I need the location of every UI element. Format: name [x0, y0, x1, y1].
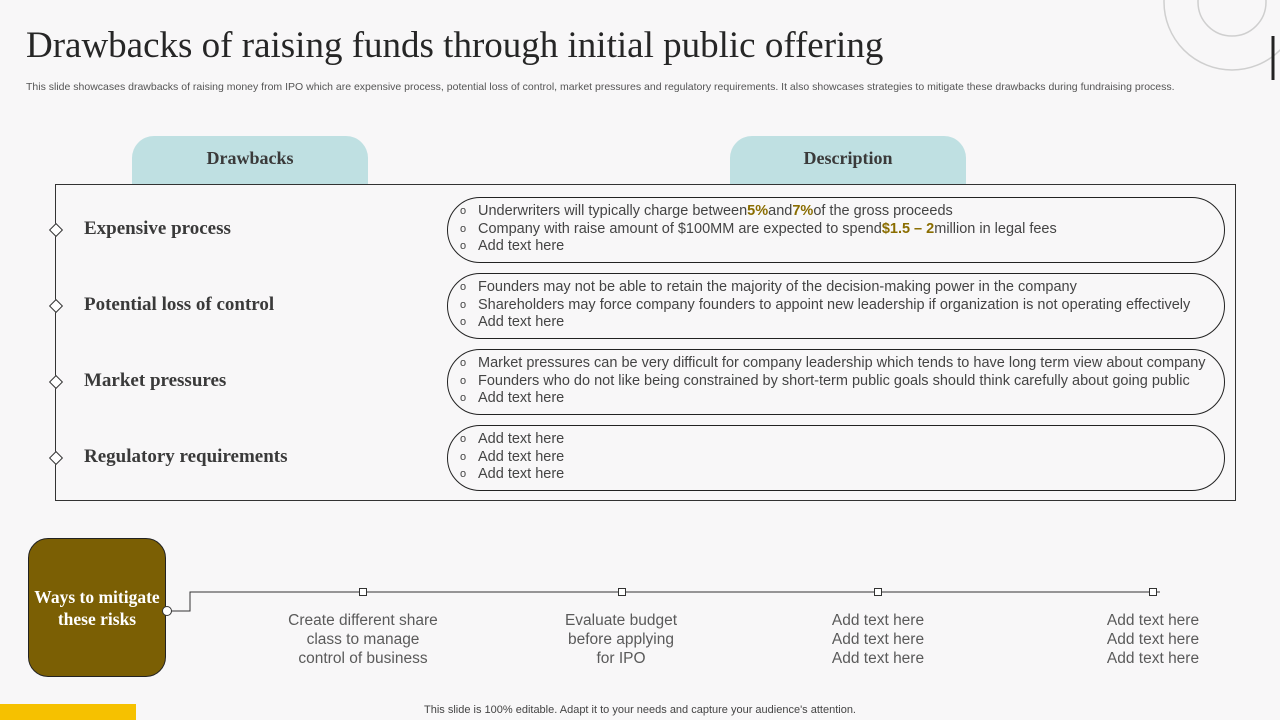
- bullet-icon: o: [460, 281, 467, 293]
- highlight-value: 5%: [747, 203, 769, 219]
- bullet-icon: o: [460, 298, 467, 311]
- description-line: o Add text here: [460, 390, 565, 407]
- timeline-node-icon: [1149, 588, 1157, 596]
- description-line: o Add text here: [460, 431, 565, 447]
- description-line: o Founders who do not like being constrained by short-term public goals should think carefully about going public: [460, 372, 1190, 389]
- drawback-label: Potential loss of control: [84, 294, 275, 315]
- timeline-node-icon: [874, 588, 882, 596]
- description-line: o Shareholders may force company founders to appoint new leadership if organization is not operating effectively: [460, 296, 1191, 313]
- bullet-icon: o: [460, 357, 467, 369]
- ways-to-mitigate-box: Ways to mitigate these risks: [28, 538, 166, 677]
- footer-note: This slide is 100% editable. Adapt it to your needs and capture your audience's attention.: [424, 704, 856, 716]
- strategy-text: Create different share class to manage control of business: [288, 612, 438, 667]
- description-pill: [447, 425, 1225, 491]
- corner-decoration: [1150, 0, 1280, 80]
- page-subtitle: This slide showcases drawbacks of raising money from IPO which are expensive process, potential loss of control, market pressures and regulatory requirements. It also showcases strategies to mitigate these drawbacks during fundraising process.: [26, 81, 1175, 93]
- description-line: o Add text here: [460, 314, 565, 331]
- page-title: Drawbacks of raising funds through initial public offering: [26, 25, 884, 66]
- bullet-icon: o: [460, 450, 467, 463]
- highlight-value: 7%: [792, 203, 814, 219]
- strategy-text: Add text here Add text here Add text here: [1106, 612, 1200, 667]
- bullet-icon: o: [460, 468, 467, 481]
- timeline-node-icon: [618, 588, 626, 596]
- description-line: o Add text here: [460, 238, 565, 255]
- description-line: o Founders may not be able to retain the majority of the decision-making power in the company: [460, 279, 1077, 295]
- strategy-text: Evaluate budget before applying for IPO: [564, 612, 678, 667]
- drawback-label: Market pressures: [84, 370, 227, 391]
- bullet-icon: o: [460, 316, 467, 329]
- bullet-icon: o: [460, 392, 467, 405]
- timeline-node-icon: [359, 588, 367, 596]
- drawbacks-header: Drawbacks: [132, 136, 368, 184]
- description-pill: [447, 197, 1225, 263]
- bullet-icon: o: [460, 433, 467, 445]
- description-line: o Add text here: [460, 466, 565, 483]
- description-line: o Underwriters will typically charge between 5% and 7% of the gross proceeds: [460, 203, 953, 219]
- strategy-text: Add text here Add text here Add text here: [831, 612, 925, 667]
- description-header: Description: [730, 136, 966, 184]
- description-line: o Add text here: [460, 448, 565, 465]
- highlight-value: $1.5 – 2: [881, 220, 935, 237]
- description-line: o Company with raise amount of $100MM are expected to spend $1.5 – 2 million in legal fees: [460, 220, 1057, 237]
- bullet-icon: o: [460, 240, 467, 253]
- bullet-icon: o: [460, 205, 467, 217]
- description-pill: [447, 349, 1225, 415]
- description-pill: [447, 273, 1225, 339]
- drawback-label: Expensive process: [84, 218, 231, 239]
- bullet-icon: o: [460, 374, 467, 387]
- description-line: o Market pressures can be very difficult for company leadership which tends to have long term view about company: [460, 355, 1206, 371]
- drawback-label: Regulatory requirements: [84, 446, 288, 467]
- bullet-icon: o: [460, 222, 467, 235]
